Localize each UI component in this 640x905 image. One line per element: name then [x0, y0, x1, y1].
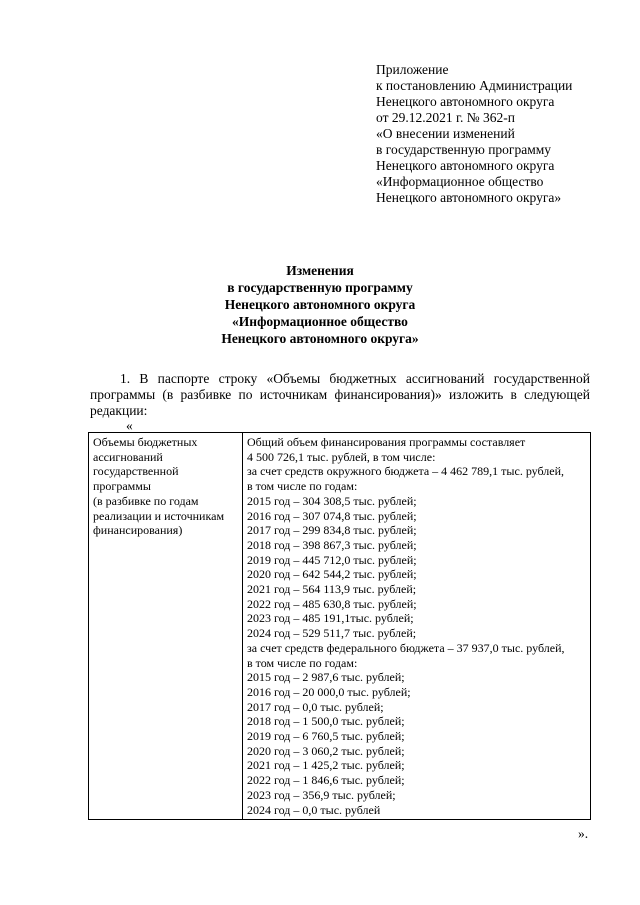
appendix-line: Ненецкого автономного округа» [376, 190, 562, 205]
closing-quote-mark: ». [578, 826, 589, 841]
value-line: 2022 год – 1 846,6 тыс. рублей; [247, 773, 405, 788]
value-line: 2016 год – 20 000,0 тыс. рублей; [247, 684, 411, 699]
value-line: 2022 год – 485 630,8 тыс. рублей; [247, 596, 417, 611]
appendix-line: от 29.12.2021 г. № 362-п [376, 110, 515, 125]
value-line: 2020 год – 642 544,2 тыс. рублей; [247, 567, 417, 582]
appendix-line: в государственную программу [376, 142, 552, 157]
paragraph-line: программы (в разбивке по источникам финансирования)» изложить в следующей [90, 387, 590, 402]
label-line: (в разбивке по годам [93, 493, 199, 508]
value-line: Общий объем финансирования программы составляет [247, 435, 526, 449]
appendix-line: «Информационное общество [376, 174, 544, 189]
value-line: 2019 год – 6 760,5 тыс. рублей; [247, 729, 405, 744]
paragraph-line: 1. В паспорте строку «Объемы бюджетных ассигнований государственной [120, 371, 590, 386]
label-line: ассигнований [93, 449, 163, 464]
amendment-paragraph [90, 371, 590, 419]
passport-label-cell [89, 433, 243, 820]
appendix-line: Приложение [376, 62, 449, 77]
value-line: 2018 год – 1 500,0 тыс. рублей; [247, 714, 405, 729]
label-line: Объемы бюджетных [93, 435, 198, 449]
title-line: Ненецкого автономного округа» [221, 331, 419, 346]
value-line: 2023 год – 485 191,1тыс. рублей; [247, 611, 414, 626]
table-row [89, 433, 591, 820]
title-line: «Информационное общество [232, 314, 408, 329]
passport-table [88, 432, 591, 820]
appendix-line: к постановлению Администрации [376, 78, 573, 93]
document-title [0, 262, 640, 347]
value-line: 2015 год – 2 987,6 тыс. рублей; [247, 670, 405, 685]
appendix-line: «О внесении изменений [376, 126, 515, 141]
appendix-line: Ненецкого автономного округа [376, 158, 555, 173]
value-line: за счет средств окружного бюджета – 4 462 789,1 тыс. рублей, [247, 464, 565, 479]
value-line: в том числе по годам: [247, 655, 358, 670]
value-line: 2018 год – 398 867,3 тыс. рублей; [247, 537, 417, 552]
value-line: 2017 год – 0,0 тыс. рублей; [247, 699, 384, 714]
value-line: 2020 год – 3 060,2 тыс. рублей; [247, 743, 405, 758]
label-line: программы [93, 479, 151, 494]
value-line: 2019 год – 445 712,0 тыс. рублей; [247, 552, 417, 567]
label-line: государственной [93, 464, 179, 479]
value-line: 2024 год – 529 511,7 тыс. рублей; [247, 626, 417, 641]
title-line: Изменения [286, 263, 354, 278]
label-line: финансирования) [93, 523, 183, 538]
value-line: 2021 год – 564 113,9 тыс. рублей; [247, 582, 417, 597]
value-line: 2023 год – 356,9 тыс. рублей; [247, 787, 396, 802]
passport-value-cell [243, 433, 591, 820]
title-line: в государственную программу [227, 280, 413, 295]
opening-quote-mark: « [126, 418, 133, 433]
value-line: 2021 год – 1 425,2 тыс. рублей; [247, 758, 405, 773]
title-line: Ненецкого автономного округа [224, 297, 416, 312]
value-line: в том числе по годам: [247, 479, 358, 494]
value-line: 2016 год – 307 074,8 тыс. рублей; [247, 508, 417, 523]
value-line: 4 500 726,1 тыс. рублей, в том числе: [247, 449, 436, 464]
appendix-line: Ненецкого автономного округа [376, 94, 555, 109]
value-line: 2015 год – 304 308,5 тыс. рублей; [247, 493, 417, 508]
value-line: 2024 год – 0,0 тыс. рублей [247, 802, 381, 817]
value-line: 2017 год – 299 834,8 тыс. рублей; [247, 523, 417, 538]
paragraph-line: редакции: [90, 403, 148, 418]
appendix-header [376, 62, 626, 206]
label-line: реализации и источникам [93, 508, 225, 523]
value-line: за счет средств федерального бюджета – 37 937,0 тыс. рублей, [247, 640, 565, 655]
